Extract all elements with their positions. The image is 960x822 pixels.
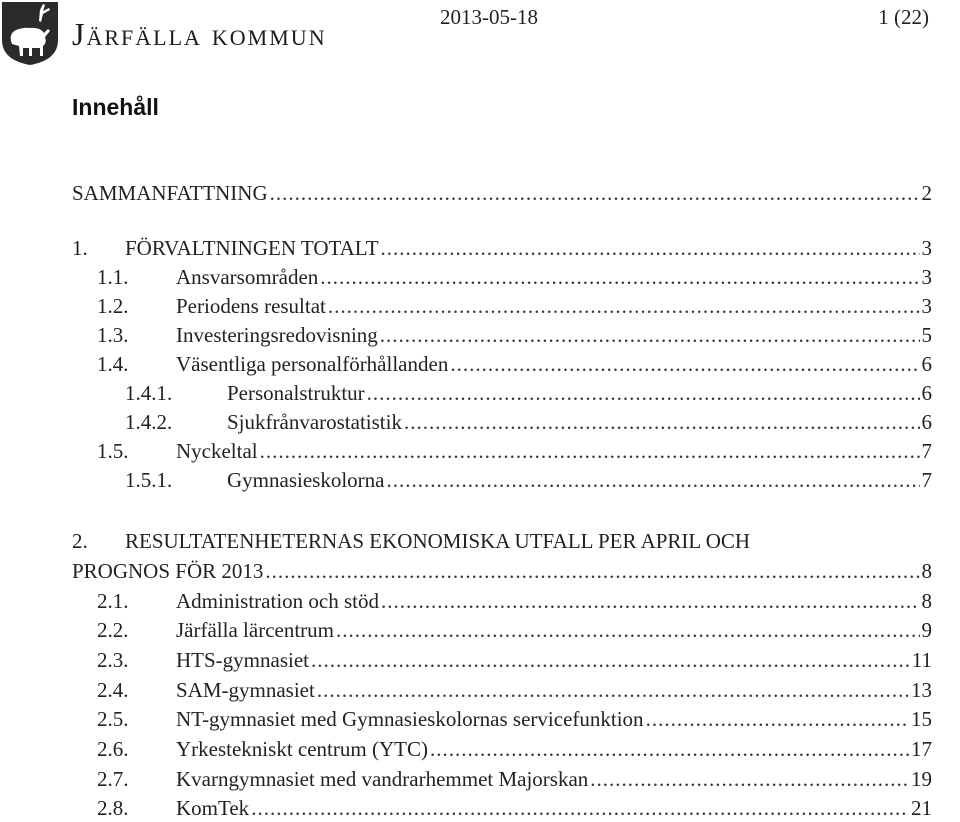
toc-entry-page: 7 [921, 468, 932, 492]
toc-entry-number: 1.2. [97, 294, 129, 318]
toc-entry-page: 17 [911, 737, 932, 761]
toc-entry-page: 8 [921, 559, 932, 583]
document-date: 2013-05-18 [440, 5, 538, 29]
toc-entry-number: 2.8. [97, 796, 129, 820]
toc-entry-label: Järfälla lärcentrum [176, 618, 334, 642]
toc-entry-page: 6 [921, 410, 932, 434]
toc-leader-dots [320, 263, 919, 291]
toc-entry[interactable] [0, 646, 960, 674]
toc-entry-number: 1.1. [97, 265, 129, 289]
toc-entry[interactable] [0, 527, 960, 555]
toc-entry-label-continued: PROGNOS FÖR 2013 [72, 559, 264, 583]
toc-entry-number: 1.5.1. [125, 468, 173, 492]
organization-name: Järfälla kommun [72, 16, 327, 52]
toc-entry-page: 11 [911, 648, 932, 672]
toc-entry[interactable] [0, 234, 960, 262]
toc-entry-number: 2.3. [97, 648, 129, 672]
toc-leader-dots [317, 676, 909, 704]
toc-entry-number: 1.5. [97, 439, 129, 463]
toc-entry[interactable] [0, 321, 960, 349]
toc-entry-label: Administration och stöd [176, 589, 379, 613]
toc-entry-number: 1.4.1. [125, 381, 173, 405]
toc-entry[interactable] [0, 292, 960, 320]
toc-entry-page: 3 [921, 236, 932, 260]
toc-entry-page: 3 [921, 294, 932, 318]
toc-entry-page: 5 [921, 323, 932, 347]
toc-entry-number: 1.4.2. [125, 410, 173, 434]
toc-entry-number: 2. [72, 529, 88, 553]
toc-entry[interactable] [0, 350, 960, 378]
toc-entry-label: FÖRVALTNINGEN TOTALT [125, 236, 379, 260]
toc-entry-label: Investeringsredovisning [176, 323, 378, 347]
toc-entry[interactable] [0, 794, 960, 822]
page-indicator: 1 (22) [878, 5, 929, 29]
toc-leader-dots [430, 735, 909, 763]
toc-entry-label: Kvarngymnasiet med vandrarhemmet Majorskan [176, 767, 589, 791]
toc-entry-number: 2.5. [97, 707, 129, 731]
toc-entry-label: RESULTATENHETERNAS EKONOMISKA UTFALL PER APRIL OCH [125, 529, 751, 553]
toc-leader-dots [386, 466, 919, 494]
toc-entry[interactable] [0, 179, 960, 207]
toc-entry-page: 13 [911, 678, 932, 702]
toc-entry-number: 2.7. [97, 767, 129, 791]
toc-entry-page: 15 [911, 707, 932, 731]
toc-entry-page: 3 [921, 265, 932, 289]
toc-entry-label: HTS-gymnasiet [176, 648, 309, 672]
toc-leader-dots [265, 557, 919, 585]
page-header [0, 0, 960, 70]
toc-entry-page: 6 [921, 352, 932, 376]
toc-entry[interactable] [0, 765, 960, 793]
toc-entry-page: 9 [921, 618, 932, 642]
toc-entry-number: 2.4. [97, 678, 129, 702]
toc-entry[interactable] [0, 735, 960, 763]
toc-entry-continuation[interactable] [0, 557, 960, 585]
toc-entry-label: SAMMANFATTNING [72, 181, 268, 205]
toc-entry-number: 1. [72, 236, 88, 260]
toc-entry-label: Väsentliga personalförhållanden [176, 352, 449, 376]
coat-of-arms-logo [0, 0, 60, 66]
toc-leader-dots [380, 321, 920, 349]
toc-entry-number: 1.3. [97, 323, 129, 347]
toc-entry[interactable] [0, 408, 960, 436]
toc-entry-page: 19 [911, 767, 932, 791]
toc-title: Innehåll [72, 94, 159, 120]
toc-entry-label: Periodens resultat [176, 294, 326, 318]
toc-entry-number: 1.4. [97, 352, 129, 376]
toc-entry-label: Yrkestekniskt centrum (YTC) [176, 737, 428, 761]
toc-entry-label: Ansvarsområden [176, 265, 319, 289]
toc-entry[interactable] [0, 676, 960, 704]
toc-entry-label: KomTek [176, 796, 250, 820]
toc-leader-dots [328, 292, 920, 320]
toc-entry-number: 2.2. [97, 618, 129, 642]
toc-entry-label: Gymnasieskolorna [227, 468, 385, 492]
toc-entry-label: Sjukfrånvarostatistik [227, 410, 402, 434]
toc-entry[interactable] [0, 705, 960, 733]
toc-leader-dots [590, 765, 909, 793]
toc-entry-label: NT-gymnasiet med Gymnasieskolornas servicefunktion [176, 707, 644, 731]
toc-entry-page: 2 [921, 181, 932, 205]
toc-entry-label: Nyckeltal [176, 439, 258, 463]
toc-leader-dots [270, 179, 920, 207]
toc-entry[interactable] [0, 437, 960, 465]
toc-leader-dots [336, 616, 920, 644]
toc-leader-dots [381, 234, 920, 262]
toc-entry[interactable] [0, 587, 960, 615]
toc-leader-dots [260, 437, 920, 465]
toc-entry[interactable] [0, 263, 960, 291]
toc-leader-dots [311, 646, 910, 674]
toc-entry-number: 2.6. [97, 737, 129, 761]
toc-leader-dots [381, 587, 920, 615]
toc-entry-page: 7 [921, 439, 932, 463]
toc-entry[interactable] [0, 466, 960, 494]
toc-entry-number: 2.1. [97, 589, 129, 613]
toc-entry-page: 6 [921, 381, 932, 405]
toc-entry-page: 8 [921, 589, 932, 613]
toc-entry-label: Personalstruktur [227, 381, 365, 405]
toc-leader-dots [367, 379, 920, 407]
toc-entry-label: SAM-gymnasiet [176, 678, 315, 702]
toc-entry[interactable] [0, 379, 960, 407]
toc-leader-dots [251, 794, 909, 822]
toc-entry-page: 21 [911, 796, 932, 820]
toc-leader-dots [450, 350, 919, 378]
toc-entry[interactable] [0, 616, 960, 644]
toc-leader-dots [646, 705, 909, 733]
toc-leader-dots [404, 408, 920, 436]
